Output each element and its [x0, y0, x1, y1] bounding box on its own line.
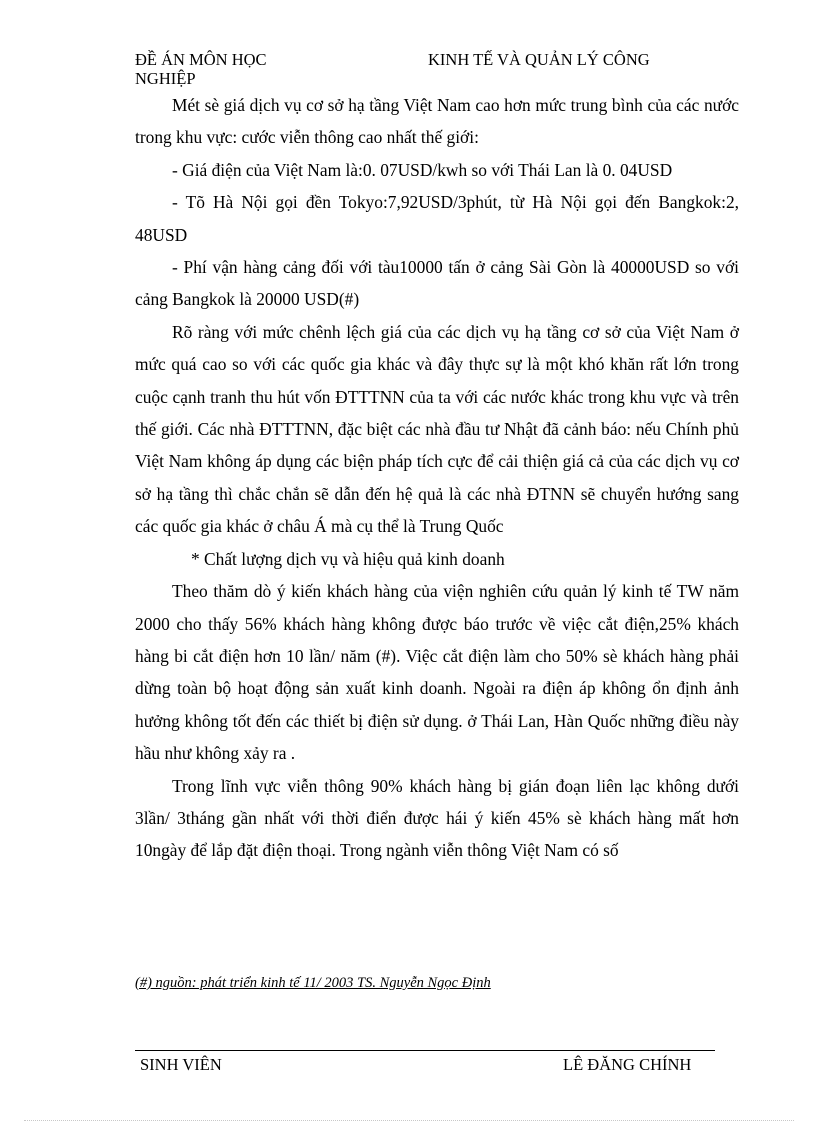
paragraph-electricity-price: - Giá điện của Việt Nam là:0. 07USD/kwh so với Thái Lan là 0. 04USD	[172, 159, 673, 180]
header-subject-label: KINH TẾ VÀ QUẢN LÝ CÔNG	[428, 50, 650, 69]
paragraph-telecom-survey: Trong lĩnh vực viễn thông 90% khách hàng bị gián đoạn liên lạc không dưới 3lần/ 3tháng gần nhất với thời điển được hái ý kiến 45% sè khách hàng mất hơn 10ngày để lắp đặt điện thoại. Trong ngành viễn thông Việt Nam có số	[135, 775, 739, 861]
paragraph-price-comparison: Mét sè giá dịch vụ cơ sở hạ tầng Việt Nam cao hơn mức trung bình của các nước trong khu vực: cước viễn thông cao nhất thế giới:	[135, 95, 739, 148]
page-header	[135, 50, 755, 90]
paragraph-call-rates: - Tõ Hà Nội gọi đền Tokyo:7,92USD/3phút, từ Hà Nội gọi đến Bangkok:2, 48USD	[135, 192, 739, 245]
page-bottom-edge	[24, 1120, 794, 1121]
footer-student-label: SINH VIÊN	[140, 1055, 222, 1074]
footnote-source: (#) nguồn: phát triển kinh tế 11/ 2003 TS. Nguyễn Ngọc Định	[135, 975, 491, 991]
paragraph-power-survey: Theo thăm dò ý kiến khách hàng của viện nghiên cứu quản lý kinh tế TW năm 2000 cho thấy 56% khách hàng không được báo trước về việc cắt điện,25% khách hàng bi cắt điện hơn 10 lần/ năm (#). Việc cắt điện làm cho 50% sè khách hàng phải dừng toàn bộ hoạt động sản xuất kinh doanh. Ngoài ra điện áp không ổn định ảnh hưởng không tốt đến các thiết bị điện sử dụng. ở Thái Lan, Hàn Quốc những điều này hầu như không xảy ra .	[135, 581, 739, 764]
paragraph-port-fees: - Phí vận hàng cảng đối với tàu10000 tấn ở cảng Sài Gòn là 40000USD so với cảng Bangkok là 20000 USD(#)	[135, 257, 739, 310]
header-course-label: ĐỀ ÁN MÔN HỌC NGHIỆP	[135, 50, 267, 88]
document-body	[135, 89, 739, 867]
paragraph-price-gap-analysis: Rõ ràng với mức chênh lệch giá của các dịch vụ hạ tầng cơ sở của Việt Nam ở mức quá cao so với các quốc gia khác và đây thực sự là một khó khăn rất lớn trong cuộc cạnh tranh thu hút vốn ĐTTTNN của ta với các nước khác trong khu vực và trên thế giới. Các nhà ĐTTTNN, đặc biệt các nhà đầu tư Nhật đã cảnh báo: nếu Chính phủ Việt Nam không áp dụng các biện pháp tích cực để cải thiện giá cả của các dịch vụ cơ sở hạ tầng thì chắc chắn sẽ dẫn đến hệ quả là các nhà ĐTNN sẽ chuyển hướng sang các quốc gia khác ở châu Á mà cụ thể là Trung Quốc	[135, 321, 739, 537]
footer-author-name: LÊ ĐĂNG CHÍNH	[563, 1055, 692, 1074]
section-heading-service-quality: * Chất lượng dịch vụ và hiệu quả kinh doanh	[191, 548, 505, 569]
footer-divider	[135, 1050, 715, 1051]
